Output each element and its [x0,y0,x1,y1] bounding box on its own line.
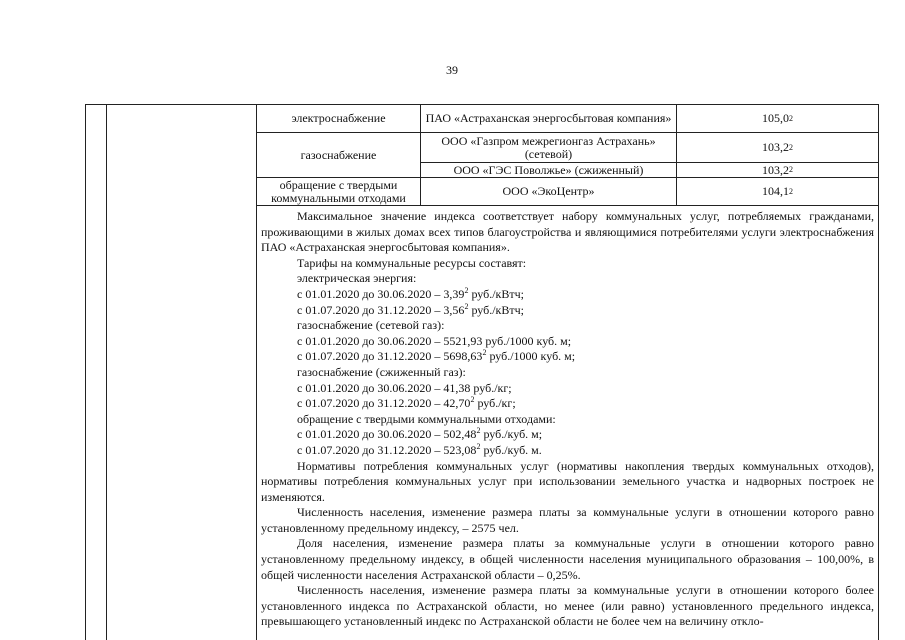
index-cell-electricity: 105,0 2 [762,111,793,125]
service-cell-gas: газоснабжение [300,147,377,162]
body-text [261,209,874,630]
electricity-tariff-line: с 01.01.2020 до 30.06.2020 – 3,39$^2$ руб./кВтч; [297,285,525,301]
paragraph-population: Численность населения, изменение размера платы за коммунальные услуги в отношении которого равно установленному предельному индексу, – 2575 чел. [261,505,874,535]
gas-liquefied-tariff-line: с 01.07.2020 до 31.12.2020 – 42,70$^2$ руб./кг; [297,395,516,411]
gas-network-heading: газоснабжение (сетевой газ): [297,318,445,333]
waste-heading: обращение с твердыми коммунальными отходами: [297,411,556,426]
paragraph-max-index: Максимальное значение индекса соответствует набору коммунальных услуг, потребляемых гражданами, проживающими в жилых домах всех типов благоустройства и являющимися потребителями услуги электроснабжения ПАО «Астраханская энергосбытовая компания». [261,209,874,255]
waste-tariff-line: с 01.01.2020 до 30.06.2020 – 502,48$^2$ руб./куб. м; [297,426,543,442]
waste-tariff-line: с 01.07.2020 до 31.12.2020 – 523,08$^2$ руб./куб. м. [297,441,542,457]
index-value: 103,2 [762,162,789,177]
electricity-heading: электрическая энергия: [297,271,417,286]
table-column-divider [106,104,107,640]
index-cell-waste: 104,1 2 [762,184,793,198]
paragraph-share: Доля населения, изменение размера платы за коммунальные услуги в отношении которого равно установленному предельному индексу, в общей численности населения муниципального образования – 100,00%, в общей численности населения Астраханской области – 0,25%. [261,536,874,582]
provider-cell-gas-liquefied: ООО «ГЭС Поволжье» (сжиженный) [453,162,644,177]
tariffs-heading: Тарифы на коммунальные ресурсы составят: [297,255,527,270]
index-value: 105,0 [762,111,789,125]
table-border-left [85,104,86,640]
paragraph-population-above: Численность населения, изменение размера платы за коммунальные услуги в отношении которого более установленного индекса по Астраханской области, но менее (или равно) установленного предельного индекса, превышающего установленный индекс по Астраханской области не более чем на величину откло- [261,583,874,629]
index-value: 104,1 [762,184,789,198]
gas-network-tariff-line: с 01.07.2020 до 31.12.2020 – 5698,63$^2$ руб./1000 куб. м; [297,348,576,364]
index-cell-gas-liquefied: 103,2 2 [762,162,793,177]
service-cell-electricity: электроснабжение [291,111,386,125]
index-cell-gas-network: 103,2 2 [762,140,793,154]
service-cell-waste: обращение с твердыми коммунальными отходами [271,177,406,205]
provider-cell-electricity: ПАО «Астраханская энергосбытовая компания» [425,111,672,125]
electricity-tariff-line: с 01.07.2020 до 31.12.2020 – 3,56$^2$ руб./кВтч; [297,301,525,317]
gas-liquefied-heading: газоснабжение (сжиженный газ): [297,364,466,379]
page-number: 39 [446,63,458,77]
paragraph-norms: Нормативы потребления коммунальных услуг (нормативы накопления твердых коммунальных отходов), нормативы потребления коммунальных услуг при использовании земельного участка и надворных построек не изменяются. [261,458,874,504]
gas-liquefied-tariff-line: с 01.01.2020 до 30.06.2020 – 41,38 руб./кг; [297,380,512,395]
provider-cell-gas-network: ООО «Газпром межрегионгаз Астрахань» (сетевой) [441,133,656,161]
provider-cell-waste: ООО «ЭкоЦентр» [502,184,595,198]
gas-network-tariff-line: с 01.01.2020 до 30.06.2020 – 5521,93 руб./1000 куб. м; [297,333,572,348]
table-row-divider [256,205,878,206]
index-value: 103,2 [762,140,789,154]
table-border-right [878,104,879,640]
